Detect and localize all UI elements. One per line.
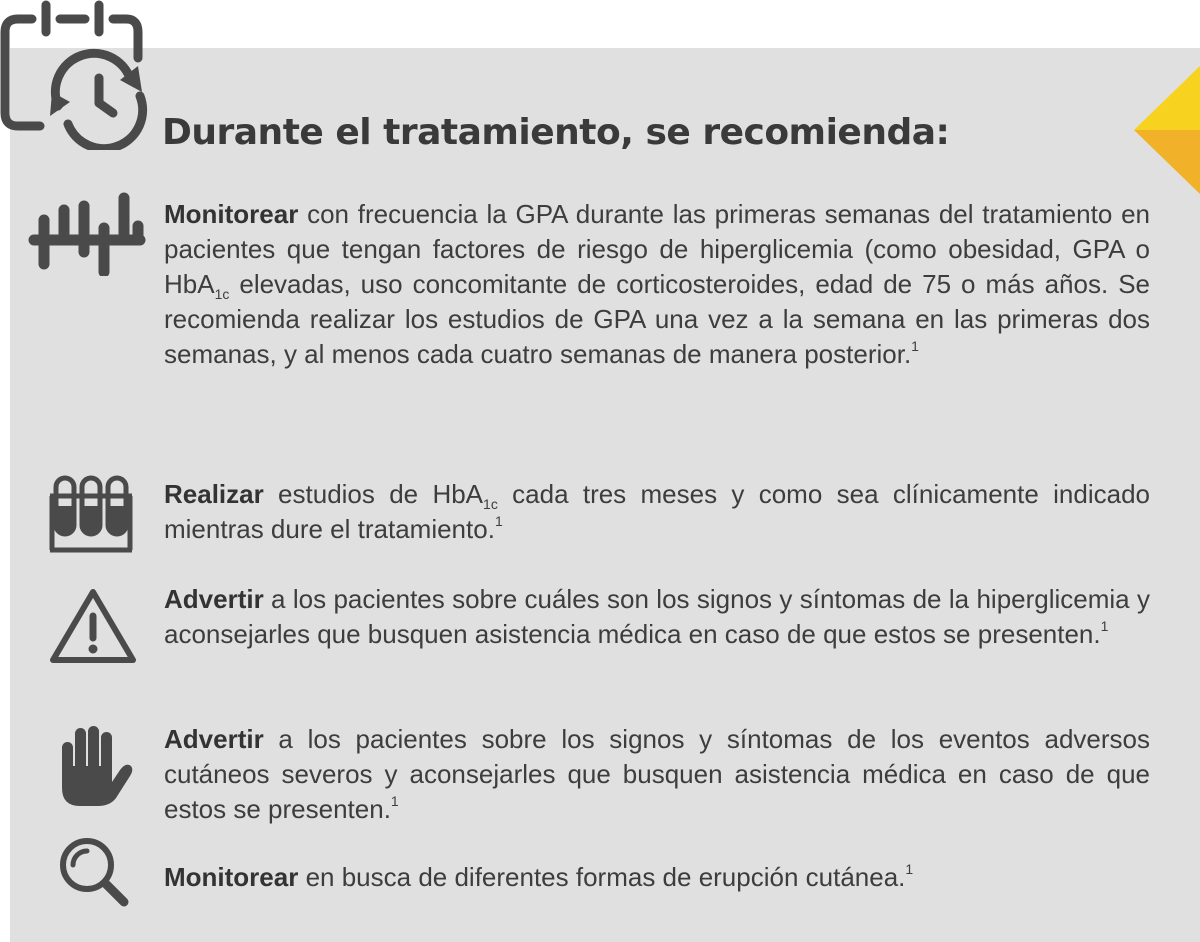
item-action: Monitorear (164, 862, 299, 892)
item-action: Monitorear (164, 199, 299, 229)
recommendation-item (164, 197, 1150, 372)
page-title: Durante el tratamiento, se recomienda: (162, 112, 950, 153)
calendar-clock-icon (0, 0, 160, 150)
recommendation-item (164, 722, 1150, 827)
item-action: Advertir (164, 724, 264, 754)
warning-triangle-icon (48, 586, 138, 666)
recommendation-item (164, 582, 1150, 652)
reference-superscript: 1 (1100, 618, 1109, 634)
recommendation-item (164, 477, 1150, 547)
item-text: en busca de diferentes formas de erupción cutánea. (298, 862, 906, 892)
item-text: con frecuencia la GPA durante las primeras semanas del tratamiento en pacientes que tengan factores de riesgo de hiperglicemia (como obesidad, GPA o HbA (164, 199, 1150, 299)
pulse-wave-icon (28, 192, 146, 276)
reference-superscript: 1 (494, 513, 503, 529)
magnifier-icon (56, 834, 132, 910)
item-text: a los pacientes sobre cuáles son los signos y síntomas de la hiperglicemia y aconsejarles que busquen asistencia médica en caso de que estos se presenten. (164, 584, 1150, 649)
item-action: Advertir (164, 584, 264, 614)
reference-superscript: 1 (905, 861, 914, 877)
reference-superscript: 1 (390, 793, 399, 809)
item-text: a los pacientes sobre los signos y síntomas de los eventos adversos cutáneos severos y aconsejarles que busquen asistencia médica en caso de que estos se presenten. (164, 724, 1150, 824)
test-tubes-icon (48, 474, 134, 554)
reference-superscript: 1 (911, 338, 919, 354)
hand-stop-icon (58, 724, 134, 808)
item-text: cada tres meses y como sea clínicamente indicado mientras dure el tratamiento. (164, 479, 1150, 544)
item-action: Realizar (164, 479, 264, 509)
recommendation-item (164, 860, 1150, 895)
item-text: estudios de HbA (263, 479, 484, 509)
subscript: 1c (483, 496, 498, 512)
subscript: 1c (214, 286, 230, 302)
corner-triangle-icon (1134, 66, 1200, 194)
item-text: elevadas, uso concomitante de corticosteroides, edad de 75 o más años. Se recomienda realizar los estudios de GPA una vez a la semana en las primeras dos semanas, y al menos cada cuatro semanas de manera posterior. (164, 269, 1150, 369)
